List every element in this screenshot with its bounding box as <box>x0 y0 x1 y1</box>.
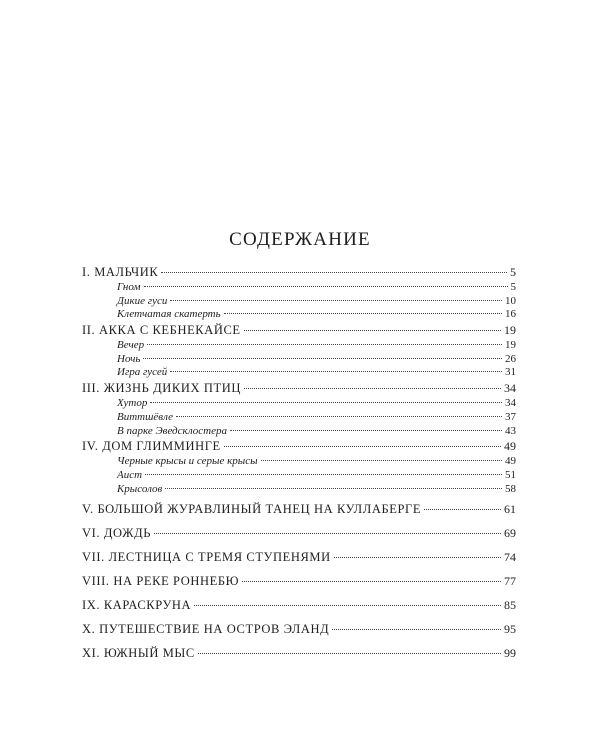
toc-entry-part-2 <box>82 322 516 339</box>
toc-entry-part-4 <box>82 438 516 455</box>
toc-entry-part-5 <box>82 499 516 520</box>
toc-subentry <box>82 308 516 322</box>
toc-entry-page: 99 <box>504 646 516 661</box>
toc-entry-title: V. БОЛЬШОЙ ЖУРАВЛИНЫЙ ТАНЕЦ НА КУЛЛАБЕРГЕ <box>82 502 422 517</box>
leader-dots <box>144 286 508 287</box>
toc-subentry-title: Черные крысы и серые крысы <box>117 455 258 468</box>
toc-subentry <box>82 425 516 439</box>
toc-subentry-title: Аист <box>117 468 143 481</box>
toc-entry-part-11 <box>82 643 516 664</box>
leader-dots <box>332 629 501 630</box>
toc-entry-part-8 <box>82 571 516 592</box>
toc-subentry-page: 5 <box>510 281 516 293</box>
toc-entry-part-6 <box>82 523 516 544</box>
toc-entry-page: 95 <box>504 622 516 637</box>
page-title: СОДЕРЖАНИЕ <box>229 229 371 250</box>
toc-entry-page: 5 <box>510 265 516 279</box>
toc-subentry <box>82 353 516 367</box>
toc-subentry-title: Вечер <box>117 339 145 352</box>
toc-subentry <box>82 397 516 411</box>
leader-dots <box>261 460 502 461</box>
toc-entry-title: VI. ДОЖДЬ <box>82 526 151 541</box>
toc-subentry <box>82 366 516 380</box>
leader-dots <box>143 358 502 359</box>
toc-subentry-page: 26 <box>505 352 516 365</box>
leader-dots <box>224 313 502 314</box>
leader-dots <box>161 272 507 273</box>
toc-entry-page: 74 <box>504 550 516 565</box>
toc-entry-title: IV. ДОМ ГЛИММИНГЕ <box>82 439 221 454</box>
toc-entry-part-3 <box>82 380 516 397</box>
leader-dots <box>194 605 501 606</box>
toc-subentry-title: Клетчатая скатерть <box>117 308 221 321</box>
leader-dots <box>334 557 501 558</box>
toc-entry-part-1 <box>82 264 516 281</box>
toc-subentry-page: 37 <box>505 410 516 423</box>
leader-dots <box>150 402 502 403</box>
leader-dots <box>147 344 502 345</box>
leader-dots <box>170 300 502 301</box>
toc-entry-title: X. ПУТЕШЕСТВИЕ НА ОСТРОВ ЭЛАНД <box>82 622 330 637</box>
toc-subentry-page: 31 <box>505 366 516 379</box>
table-of-contents <box>82 264 516 664</box>
leader-dots <box>145 474 502 475</box>
leader-dots <box>165 488 502 489</box>
toc-entry-title: IX. КАРАСКРУНА <box>82 598 192 613</box>
toc-entry-title: XI. ЮЖНЫЙ МЫС <box>82 646 195 661</box>
toc-subentry-page: 34 <box>505 397 516 410</box>
leader-dots <box>242 581 501 582</box>
toc-entry-page: 49 <box>504 439 516 454</box>
toc-entry-page: 85 <box>504 598 516 613</box>
toc-entry-page: 34 <box>504 381 516 396</box>
toc-subentry-page: 43 <box>505 424 516 437</box>
toc-subentry <box>82 455 516 469</box>
toc-entry-title: VIII. НА РЕКЕ РОННЕБЮ <box>82 574 240 589</box>
toc-subentry-page: 49 <box>505 455 516 468</box>
toc-subentry-title: Гном <box>117 281 141 293</box>
toc-subentry-title: Крысолов <box>117 482 163 495</box>
toc-subentry <box>82 483 516 497</box>
toc-subentry-title: Хутор <box>117 397 148 410</box>
leader-dots <box>424 509 501 510</box>
toc-entry-title: II. АККА С КЕБНЕКАЙСЕ <box>82 323 241 338</box>
leader-dots <box>198 653 501 654</box>
leader-dots <box>230 430 502 431</box>
leader-dots <box>154 533 501 534</box>
toc-subentry <box>82 295 516 309</box>
toc-entry-part-10 <box>82 619 516 640</box>
toc-entry-title: VII. ЛЕСТНИЦА С ТРЕМЯ СТУПЕНЯМИ <box>82 550 331 565</box>
toc-subentry <box>82 281 516 295</box>
toc-subentry-page: 19 <box>505 339 516 352</box>
leader-dots <box>244 330 501 331</box>
toc-subentry-page: 51 <box>505 468 516 481</box>
leader-dots <box>170 371 502 372</box>
toc-subentry-page: 58 <box>505 482 516 495</box>
toc-subentry-title: Ночь <box>117 352 141 365</box>
toc-subentry-page: 10 <box>505 294 516 307</box>
toc-subentry <box>82 469 516 483</box>
toc-entry-part-7 <box>82 547 516 568</box>
toc-subentry-page: 16 <box>505 308 516 321</box>
leader-dots <box>176 416 502 417</box>
toc-entry-page: 19 <box>504 323 516 338</box>
toc-entry-page: 77 <box>504 574 516 589</box>
toc-subentry-title: Игра гусей <box>117 366 168 379</box>
toc-entry-part-9 <box>82 595 516 616</box>
toc-entry-title: III. ЖИЗНЬ ДИКИХ ПТИЦ <box>82 381 241 396</box>
toc-entry-title: I. МАЛЬЧИК <box>82 265 159 279</box>
toc-subentry-title: В парке Эведсклостера <box>117 424 228 437</box>
toc-subentry <box>82 339 516 353</box>
leader-dots <box>244 388 501 389</box>
toc-entry-page: 69 <box>504 526 516 541</box>
toc-entry-page: 61 <box>504 502 516 517</box>
leader-dots <box>224 446 501 447</box>
toc-subentry-title: Виттшёвле <box>117 410 174 423</box>
toc-subentry-title: Дикие гуси <box>117 294 168 307</box>
toc-subentry <box>82 411 516 425</box>
